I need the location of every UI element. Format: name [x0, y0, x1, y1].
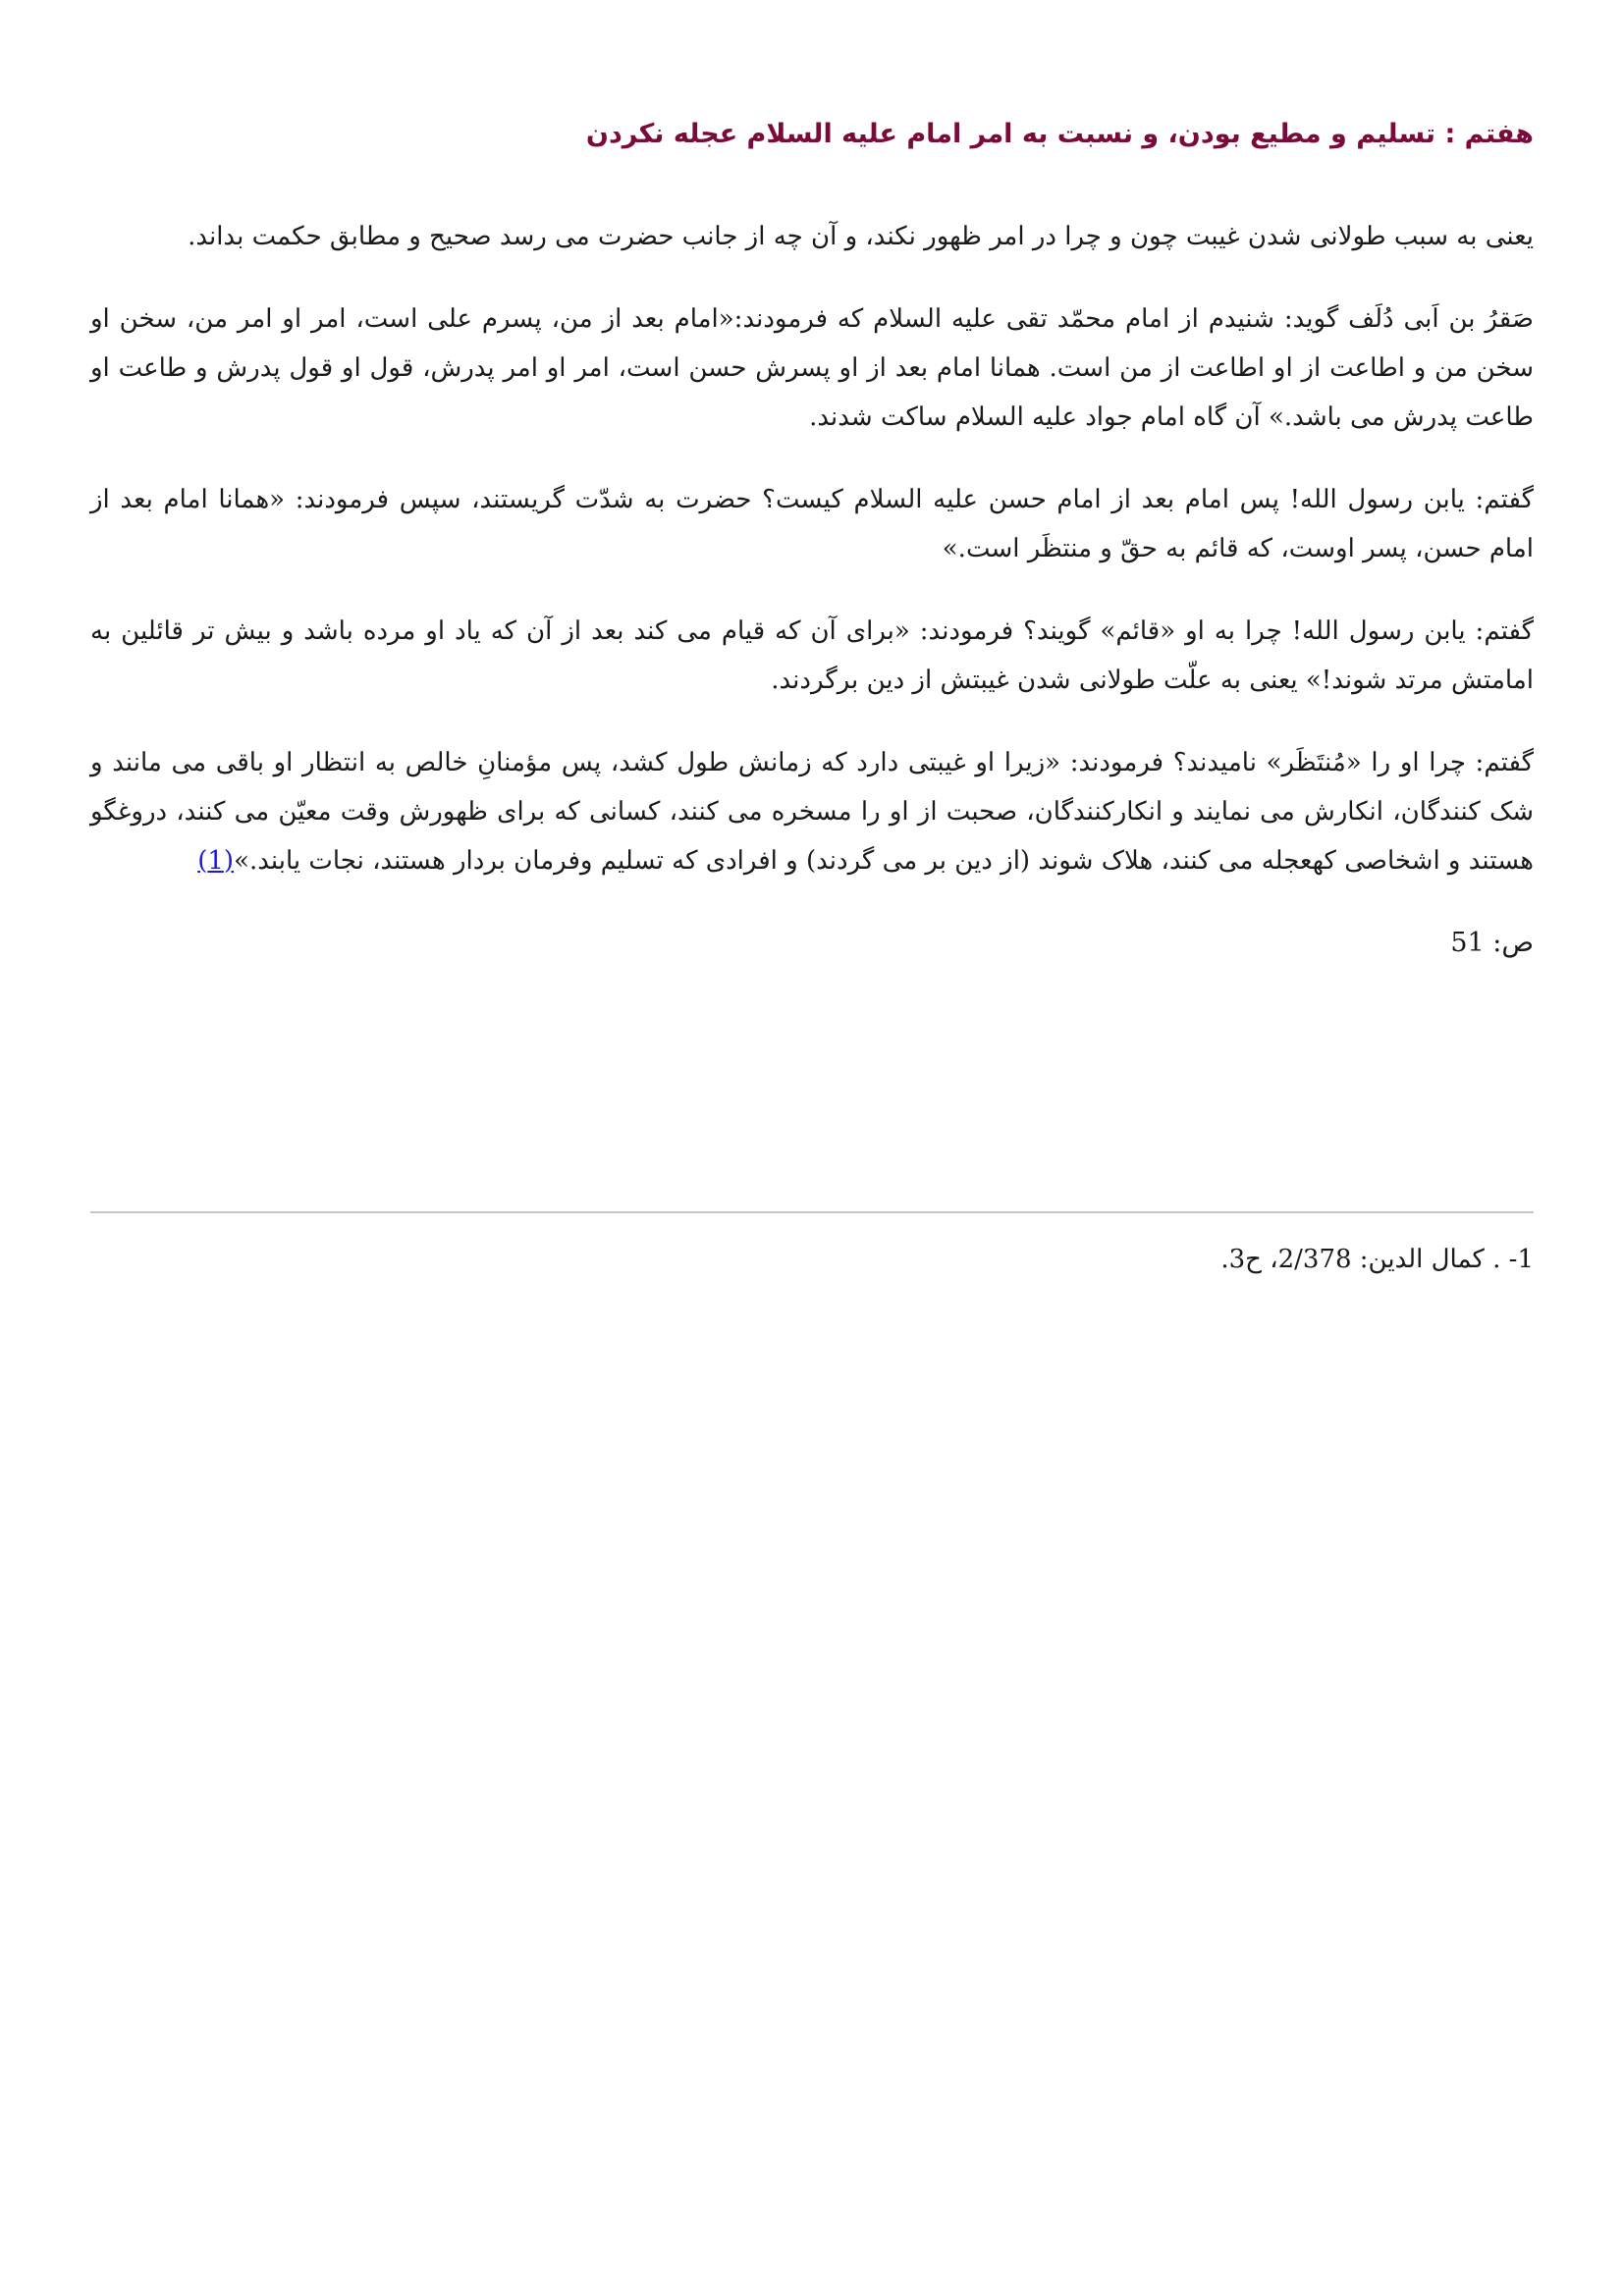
paragraph-question-muntazar	[90, 738, 1534, 885]
footnote-divider	[90, 1211, 1534, 1213]
paragraph-question-imam: گفتم: یابن رسول الله! پس امام بعد از امام حسن علیه السلام کیست؟ حضرت به شدّت گریستند، سپس فرمودند: «همانا امام بعد از امام حسن، پسر اوست، که قائم به حقّ و منتظَر است.»	[90, 484, 1534, 563]
paragraph-text: گفتم: چرا او را «مُنتَظَر» نامیدند؟ فرمودند: «زیرا او غیبتی دارد که زمانش طول کشد، پس مؤمنانِ خالص به انتظار او باقی می مانند و شک کنندگان، انکارش می نمایند و انکارکنندگان، صحبت از او را مسخره می کنند، کسانی که برای ظهورش وقت معیّن می کنند، دروغگو هستند و اشخاصی کهعجله می کنند، هلاک شوند (از دین بر می گردند) و افرادی که تسلیم وفرمان بردار هستند، نجات یابند.»	[90, 747, 1534, 876]
page-content	[90, 116, 1534, 995]
footnote-reference-link[interactable]: (1)	[197, 845, 235, 876]
paragraph-question-qaim: گفتم: یابن رسول الله! چرا به او «قائم» گویند؟ فرمودند: «برای آن که قیام می کند بعد از آن که یاد او مرده باشد و بیش تر قائلین به امامتش مرتد شوند!» یعنی به علّت طولانی شدن غیبتش از دین برگردند.	[90, 615, 1534, 695]
paragraph-hadith-saqr: صَقرُ بن اَبی دُلَف گوید: شنیدم از امام محمّد تقی علیه السلام که فرمودند:«امام بعد از من، پسرم علی است، امر او امر من، سخن او سخن من و اطاعت از او اطاعت از من است. همانا امام بعد از او پسرش حسن است، امر او امر پدرش، قول او قول پدرش و طاعت او طاعت پدرش می باشد.» آن گاه امام جواد علیه السلام ساکت شدند.	[90, 303, 1534, 432]
footnote-item: 1- . کمال الدین: 2/378، ح3.	[1220, 1245, 1534, 1274]
page-number: ص: 51	[1450, 927, 1534, 958]
section-heading: هفتم : تسلیم و مطیع بودن، و نسبت به امر امام علیه السلام عجله نکردن	[585, 119, 1534, 149]
paragraph-intro: یعنی به سبب طولانی شدن غیبت چون و چرا در امر ظهور نکند، و آن چه از جانب حضرت می رسد صحیح و مطابق حکمت بداند.	[188, 221, 1534, 251]
footnote-area	[90, 1235, 1534, 1284]
